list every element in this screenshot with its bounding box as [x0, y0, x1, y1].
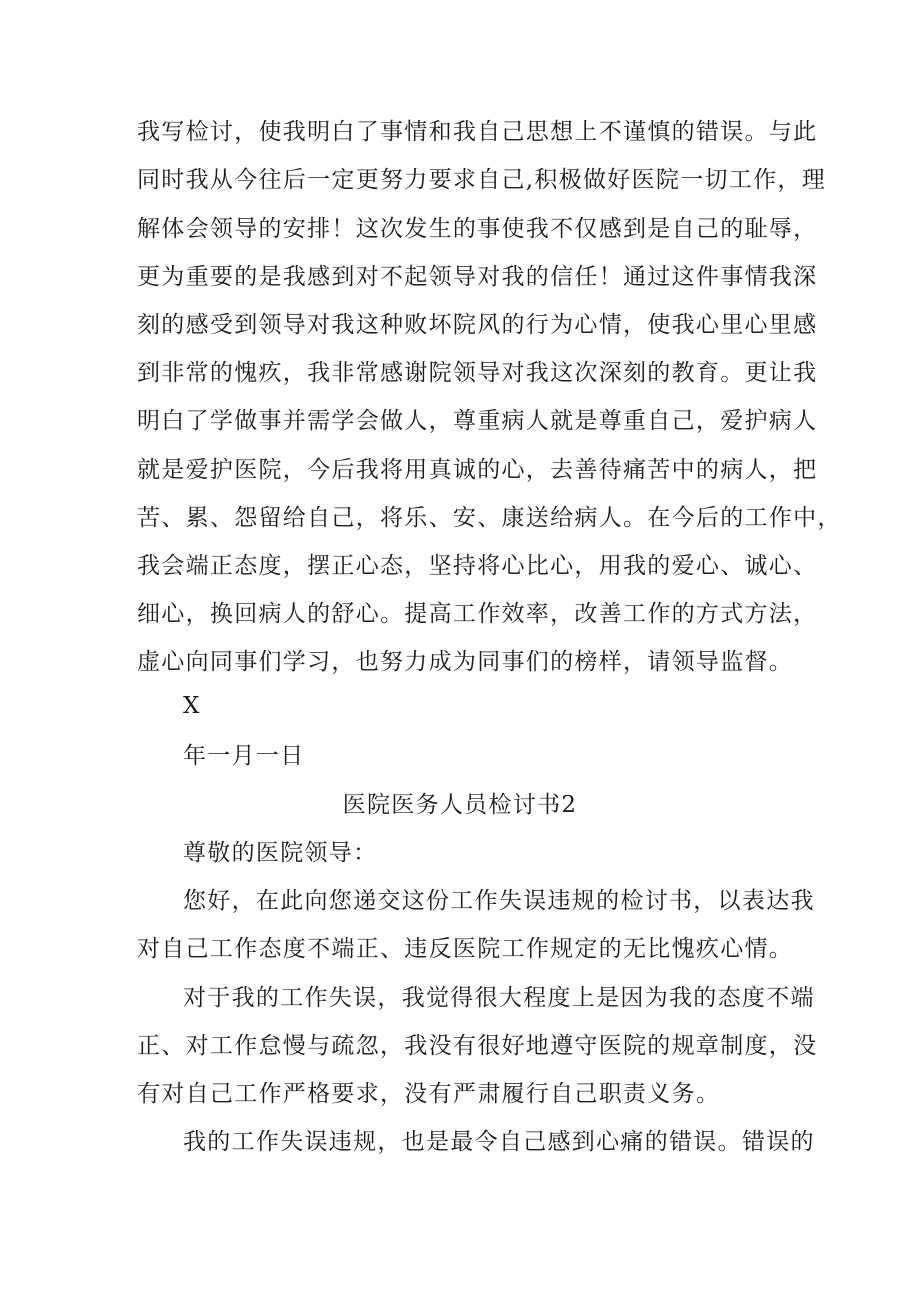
- text-line: 虚心向同事们学习，也努力成为同事们的榜样，请领导监督。: [137, 649, 794, 675]
- paragraph-line: 对于我的工作失误，我觉得很大程度上是因为我的态度不端: [183, 985, 815, 1011]
- document-title: 医院医务人员检讨书2: [342, 792, 578, 818]
- text-line: 就是爱护医院，今后我将用真诚的心，去善待痛苦中的病人，把: [137, 457, 818, 483]
- text-line: 苦、累、怨留给自己，将乐、安、康送给病人。在今后的工作中，: [137, 505, 842, 531]
- text-line: 解体会领导的安排！这次发生的事使我不仅感到是自己的耻辱，: [137, 216, 818, 242]
- text-line: 更为重要的是我感到对不起领导对我的信任！通过这件事情我深: [137, 264, 818, 290]
- date-line: 年一月一日: [183, 743, 305, 769]
- text-line: 细心，换回病人的舒心。提高工作效率，改善工作的方式方法，: [137, 601, 818, 627]
- paragraph-line: 您好，在此向您递交这份工作失误违规的检讨书，以表达我: [183, 888, 815, 914]
- text-line: 明白了学做事并需学会做人，尊重病人就是尊重自己，爱护病人: [137, 408, 818, 434]
- salutation: 尊敬的医院领导：: [183, 840, 378, 866]
- text-line: 我会端正态度，摆正心态，坚持将心比心，用我的爱心、诚心、: [137, 553, 818, 579]
- paragraph-line: 对自己工作态度不端正、违反医院工作规定的无比愧疚心情。: [137, 936, 794, 962]
- text-line: 同时我从今往后一定更努力要求自己,积极做好医院一切工作，理: [137, 167, 827, 193]
- paragraph-line: 我的工作失误违规，也是最令自己感到心痛的错误。错误的: [183, 1129, 815, 1155]
- paragraph-line: 有对自己工作严格要求，没有严肃履行自己职责义务。: [137, 1081, 721, 1107]
- text-line: 刻的感受到领导对我这种败坏院风的行为心情，使我心里心里感: [137, 312, 818, 338]
- text-line: 我写检讨，使我明白了事情和我自己思想上不谨慎的错误。与此: [137, 119, 818, 145]
- text-line: 到非常的愧疚，我非常感谢院领导对我这次深刻的教育。更让我: [137, 360, 818, 386]
- paragraph-line: 正、对工作怠慢与疏忽，我没有很好地遵守医院的规章制度，没: [137, 1033, 818, 1059]
- signature: X: [183, 693, 201, 719]
